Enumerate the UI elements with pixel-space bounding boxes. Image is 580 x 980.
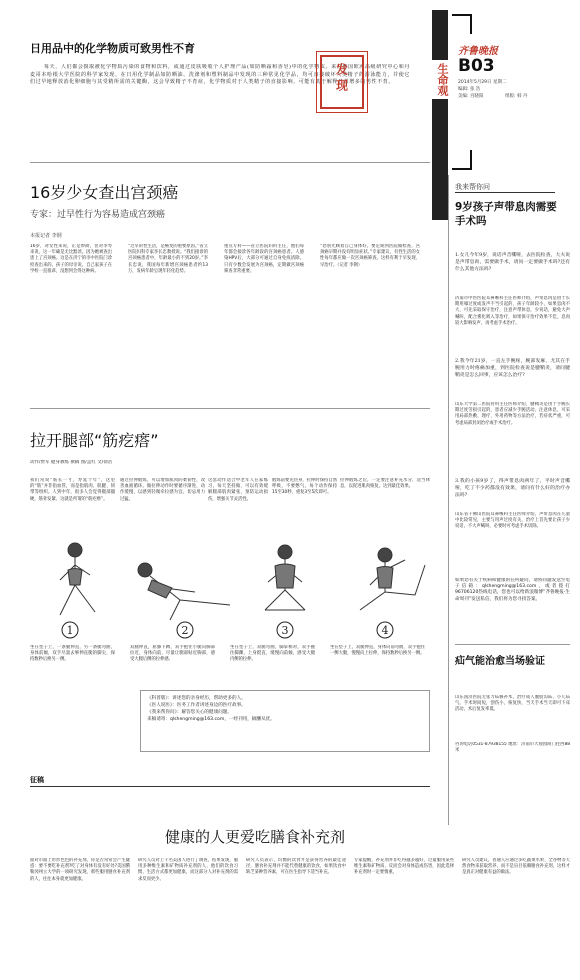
deco-corner-bottom [452, 150, 472, 170]
exercise-caption-1: 坐在垫子上，一条腿伸直，另一条腿弯曲，身体前倾，双手尽量去够伸直腿的脚尖，保持数秒后换另一侧。 [30, 645, 115, 663]
notice-line-1: 《科普版》：讲述您的亲身经历，帮助更多的人。 [147, 696, 246, 701]
article3-title: 拉开腿部“筋疙瘩” [30, 431, 159, 450]
notice-tag: 征稿 [30, 776, 44, 784]
issue-date: 2014年5月29日 星期二 [458, 80, 507, 85]
notice-line-4: 来稿请寄：qlshengming@163.com，一经刊用，稿酬从优。 [147, 717, 275, 722]
article3-col3: 这套动作适合中老年人在家练习，每天坚持做，可以有效缓解腿部肌肉紧张，预防运动损伤，增强关节灵活性。 [208, 478, 268, 502]
section-box-label: 发现 [334, 63, 349, 95]
article2-subtitle: 专家：过早性行为容易造成宫颈癌 [30, 210, 166, 220]
article4-col1: 面对市面上形形色色的补充剂，你是否常常会产生疑惑：要不要吃补充剂?吃了对身体有没有好处?美国俄勒冈州立大学的一项研究发现，那些服用膳食补充剂的人，往往本身就更加健康。 [30, 858, 130, 882]
exercise-figure-1 [60, 543, 95, 615]
notice-box [140, 690, 430, 752]
sidebar-a1-body: 济南市中医医院耳鼻喉科主任医师介绍，声带息肉是由于长期用嗓过度或发声不当引起的，孩子年龄较小，如果息肉不大，可先采取保守治疗，注意声带休息，少说话，避免大声喊叫，配合雾化吸入等治疗，如果保守治疗效果不佳，息肉较大影响发声，再考虑手术治疗。 [455, 296, 570, 326]
sidebar-tag: 我来帮你问 [455, 182, 555, 193]
sidebar-contact: 如果您有关于疾病和健康的任何疑问，请将问题发送至电子信箱：qlshengming@163.com，或者拨打96706120热线电话，您也可以给新浪微博“齐鲁晚报·生命周刊”发送私信，我们将为您寻找答案。 [455, 578, 570, 602]
article3-col4: 锻炼前要先热身，拉伸时保持自然呼吸，不要憋气，每个动作保持15至30秒，重复3至5次即可。 [272, 478, 337, 496]
article1-body: 每天，人们都会摄取被化学物质污染的食物和饮料，或通过皮肤吸收个人护理产品(如防晒霜和香皂)中的化学物质。来自德国欧洲高级研究中心和丹麦哥本哈根大学医院的科学家发现，在日用化学制品如防晒油、洗涤剂和塑料制品中发现的三种常见化学品，均可直接破坏人类精子的游泳能力，并使它们过早地释放消化卵细胞与其受精所需的关键酶，这会导致精子不育症，化学物质对于人类精子的直接影响，可能有助于解释日益增多的男性不育。 [30, 64, 410, 86]
article3-col1: 我们常说“筋长一寸，寿延十年”，这里的“筋”并非指血管，而是指肌肉、肌腱、韧带等组织。人到中年，很多人会觉得腿部僵硬，筋骨发紧，这就是所谓的“筋疙瘩”。 [30, 478, 115, 502]
svg-text:4: 4 [381, 624, 389, 637]
svg-text:2: 2 [181, 624, 189, 637]
sidebar-sub-title: 疝气能治愈当场验证 [455, 656, 545, 667]
article3-col5: 拉伸锻炼之后，一定要注意补充水分，适当休息，以促进肌肉恢复，达到最佳效果。 [340, 478, 430, 490]
sidebar-sub-body: 山东国济医院无张力疝修补术，治疗成人腹股沟疝、小儿疝气，手术时间短，创伤小，恢复快，当天手术当天即可下床活动，术后复发率低。 [455, 695, 570, 713]
notice-line-3: 《我来帮你问》：解答您关心的健康问题。 [147, 710, 232, 715]
article2-col2: “过早的性生活，是癌变的重要原因。”省立医院妇科专家李长忠教授说。“我们接诊的宫颈癌患者中，年龄最小的不到20岁。”李长忠说，我国每年新增宫颈癌患者约13万，发病年龄呈现年轻化趋势。 [128, 244, 208, 274]
sidebar-a3-body: 山东省千佛山医院耳鼻喉科主任医师介绍，声带息肉在儿童中比较常见，主要与用声过度有关，治疗上首先要让孩子少说话，不大声喊叫，必要时可考虑手术切除。 [455, 512, 570, 530]
exercise-caption-4: 坐在垫子上，双腿伸直，身体向前弯曲，双手抱住一侧大腿，慢慢向上拉伸，保持数秒后换另一侧。 [330, 645, 425, 657]
exercise-illustrations [30, 530, 430, 640]
article4-col5: 研究人员建议，普通人应通过多吃蔬菜水果、全谷物等天然食物来获取营养，而不是盲目依赖膳食补充剂，这样才是真正对健康有益的做法。 [462, 858, 570, 876]
page-number: B03 [458, 56, 495, 76]
editor: 编辑: 张 浩 [458, 87, 481, 92]
exercise-figure-3 [265, 545, 305, 610]
exercise-caption-2: 双腿伸直，屈膝下蹲，双手抱住小腿向胸部拉近，身体向前，尽量让腿部贴近胸部，感受大腿后侧的拉伸感。 [130, 645, 215, 663]
article2-col1: 16岁，对女性来说，正是妙龄，但对李琴来说，这一年确是无比黯淡。因为她被查出患上了宫颈癌。这是在济宁的市中医院门诊检查出来的。孩子的母亲说，自己家孩子在学校一直很乖，没想到会得这种病。 [30, 244, 112, 274]
article4-col4: 专家提醒，补充剂并非吃得越多越好，过量服用某些维生素和矿物质，反而会对身体造成伤害，因此选择补充剂时一定要慎重。 [354, 858, 454, 876]
article2-col3: 重点专科——省立医院妇科主任，他们每年都会接诊各年龄段的宫颈癌患者。人感染HPV后，大部分可通过自身免疫清除，只有少数会发展为宫颈癌，定期做宫颈癌筛查非常重要。 [224, 244, 304, 274]
sidebar-q3-body: 3.我的小孩9岁了，得声带息肉两年了，平时声音嘶哑，吃了不少药都没有效果，请问有什么好的治疗办法吗? [455, 479, 570, 499]
deco-corner [452, 14, 472, 34]
paper-name: 齐鲁晚报 [458, 46, 498, 57]
sidebar-a2-body: 山东大学第二医院骨科主任医师介绍，腱鞘炎是由于手腕长期过度劳损引起的，患者应减少手腕活动，注意休息，可采用局部热敷、理疗、外用药物等方法治疗，若症状严重，可考虑局部封闭治疗或手术治疗。 [455, 402, 570, 426]
article4-col3: 研究人员表示，均衡的饮食才是获得营养的最佳途径，膳食补充剂并不能代替健康的饮食，如果饮食中缺乏某种营养素，可在医生指导下适当补充。 [246, 858, 346, 876]
proofreader: 组版: 韩 丹 [505, 94, 528, 99]
section-box [320, 55, 364, 109]
exercise-figure-4 [360, 548, 425, 610]
sidebar-q1-title: 9岁孩子声带息肉需要手术吗 [455, 201, 557, 227]
article3-col2: 通过拉伸锻炼，可以增加肌肉的柔韧性，改善血液循环。做拉伸动作时要循序渐进，动作缓慢，以感到轻微牵拉感为宜，切忌用力过猛。 [120, 478, 205, 502]
article2-title: 16岁少女查出宫颈癌 [30, 183, 179, 202]
svg-text:3: 3 [281, 624, 289, 637]
vertical-bar [432, 10, 448, 220]
article4-col2: 研究人员对上千名美国人进行了调查，结果发现，服用多种维生素和矿物质补充剂的人，他们的饮食习惯、生活方式都更加健康，而这部分人对补充剂的需求反而更少。 [138, 858, 238, 882]
article4-title: 健康的人更爱吃膳食补充剂 [165, 828, 346, 846]
exercise-caption-3: 坐在垫子上，双腿弯曲，脚掌相对，双手握住脚踝，上身挺直，缓慢向前倾，感受大腿内侧的拉伸。 [230, 645, 315, 663]
svg-text:1: 1 [66, 624, 74, 637]
sidebar-q2-body: 2.我今年21岁，一直左手腕疼，腕部发麻，尤其在手腕用力时疼痛加重，到医院检查说是腱鞘炎，请问腱鞘炎是怎么回事，应该怎么治疗? [455, 359, 570, 379]
article2-byline: 本报记者 李钢 [30, 233, 62, 239]
article1-title: 日用品中的化学物质可致男性不育 [30, 42, 195, 55]
section-vertical-title: 生命观 [432, 60, 450, 99]
article3-byline: 动作/贾军 健身教练 撰稿 图/孟红 文/徐浩 [30, 460, 113, 465]
designer: 美编: 宫晓阳 [458, 94, 484, 99]
article2-col4: “您别光顾着自己身体好，要定期到医院做检查，宫颈癌早期并没有明显症状。”专家建议，有性生活的女性每年都应做一次宫颈癌筛查，这样有利于早发现、早治疗。（记者 李钢） [320, 244, 420, 268]
sidebar-sub-contact: 咨询电话0531-87938155 地址：济南市大观园商门往西88米 [455, 742, 570, 754]
sidebar-q1-body: 1.女儿今年9岁，说话声音嘶哑，去医院检查，大夫说是声带息肉，需要做手术，请问一定要做手术吗?还有什么其他方法吗? [455, 253, 570, 273]
exercise-figure-2 [138, 563, 230, 620]
notice-line-2: 《医人说医》：医务工作者讲述身边的医疗故事。 [147, 703, 246, 708]
